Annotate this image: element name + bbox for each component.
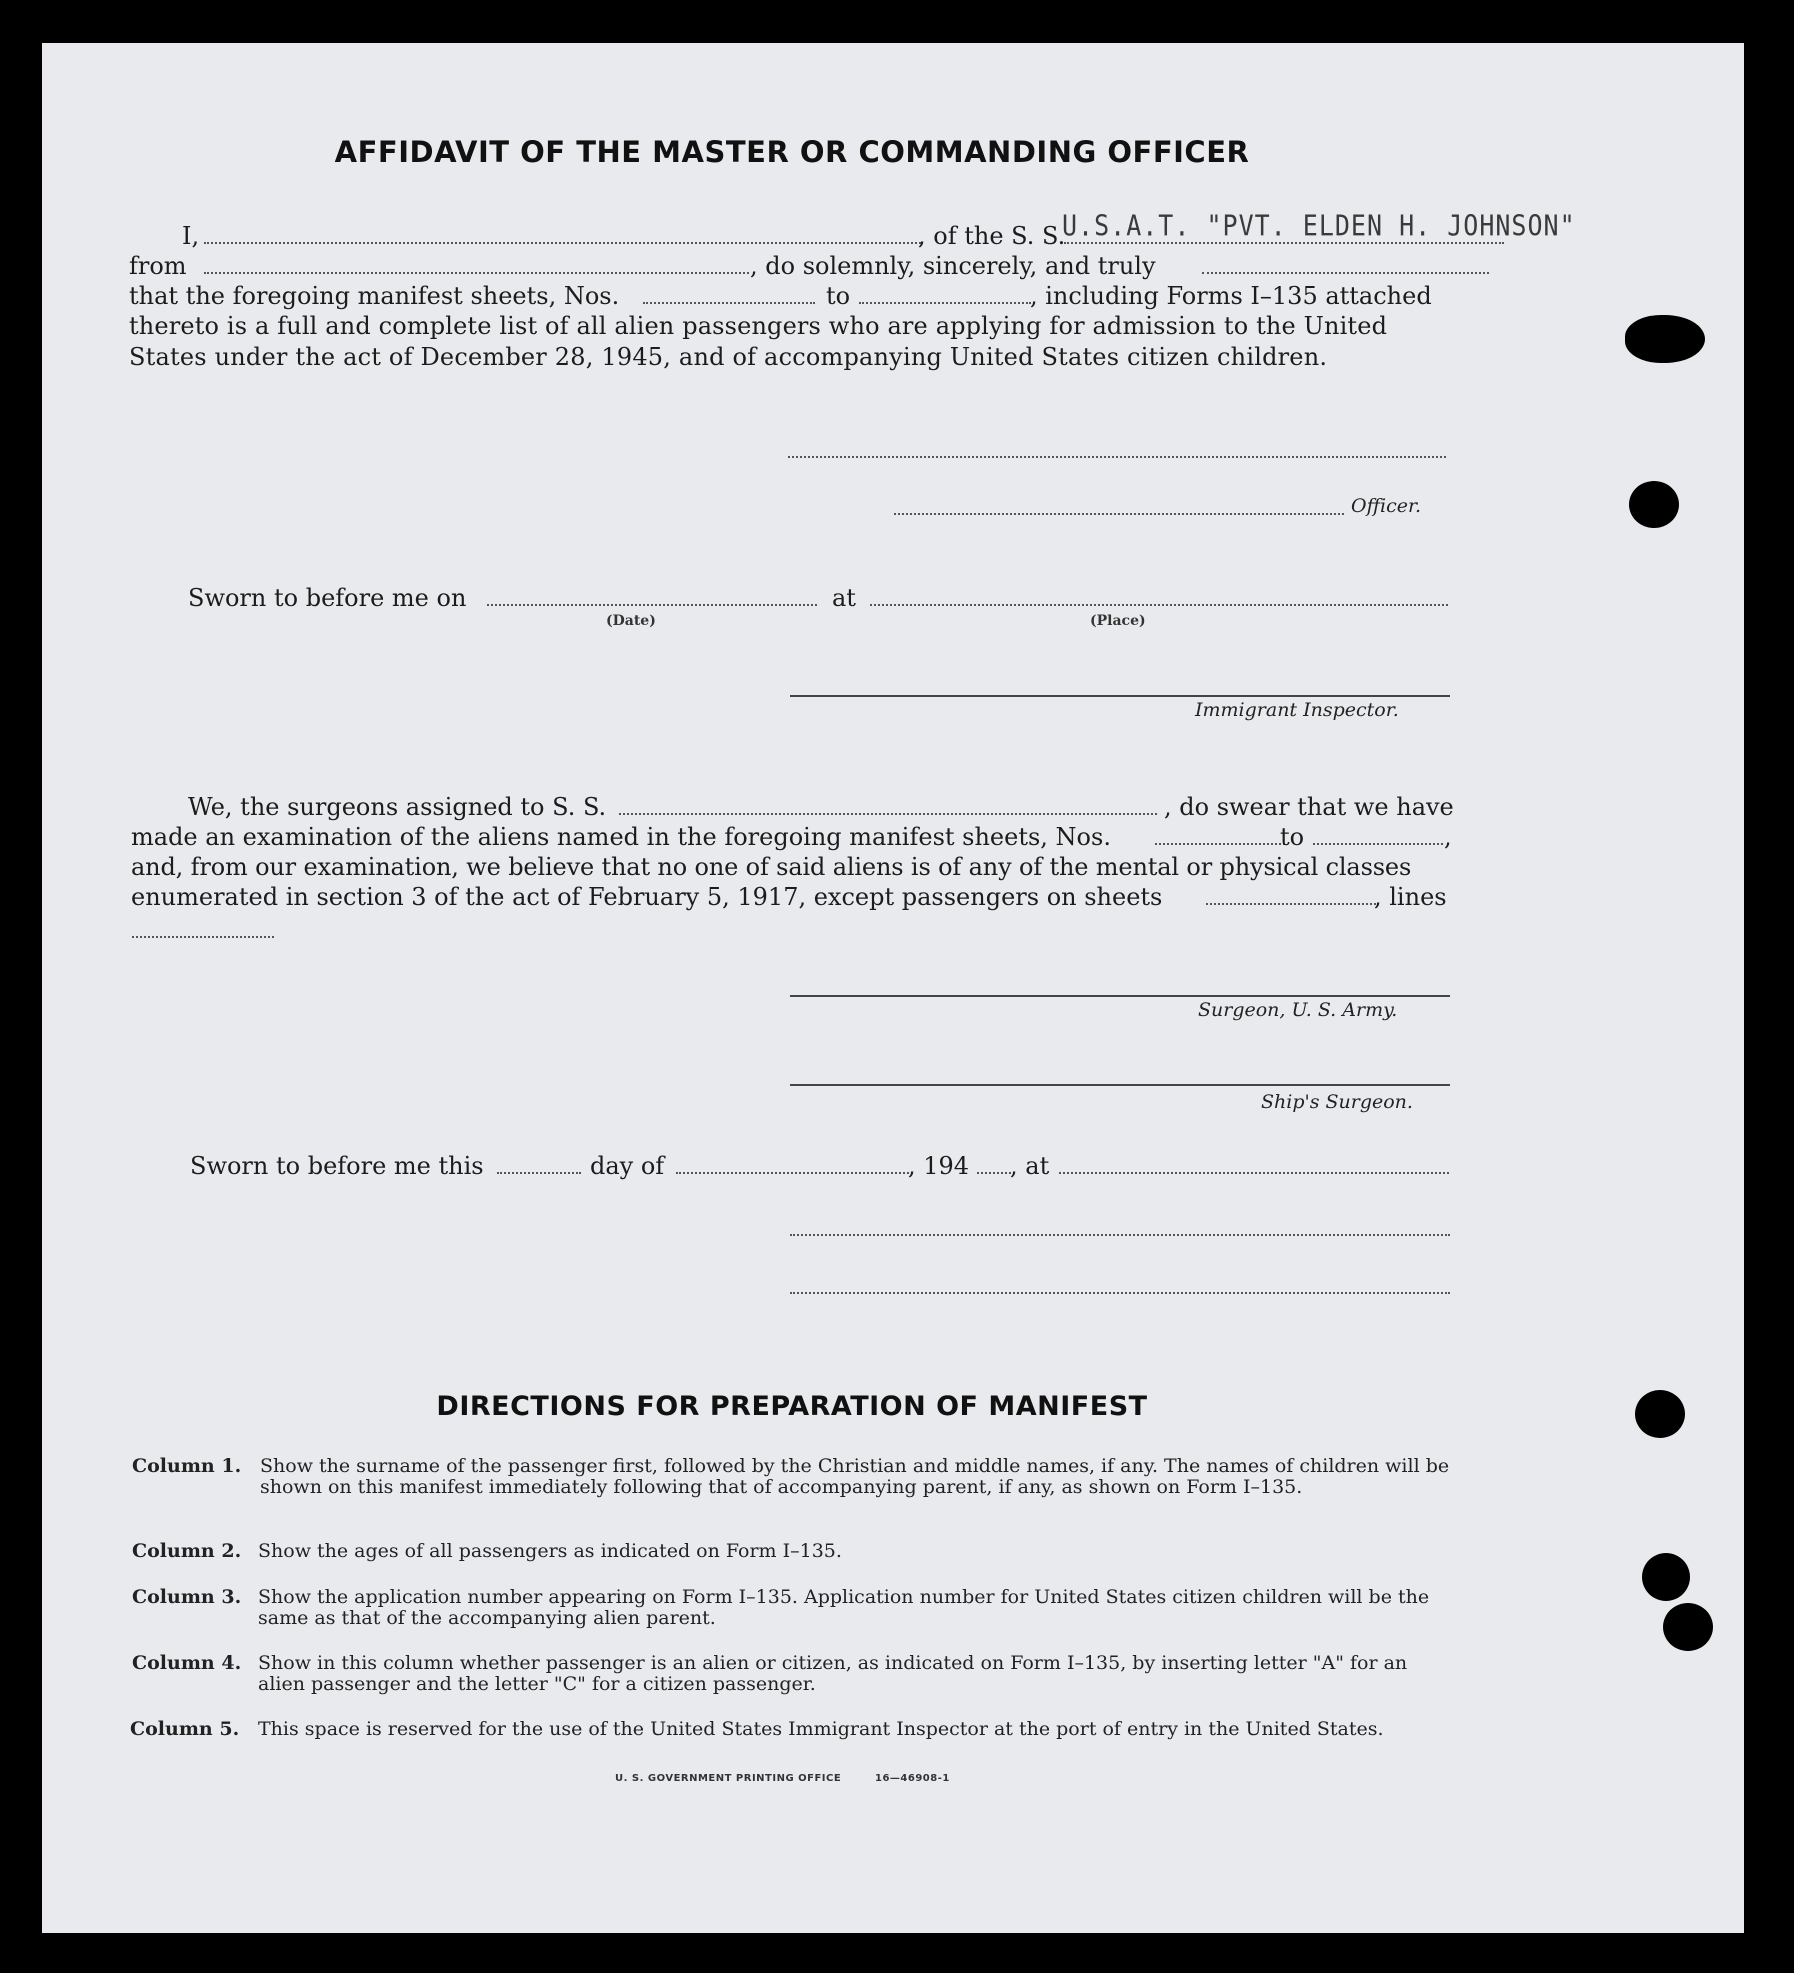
inspector-signature-line[interactable]	[790, 695, 1450, 697]
dir-col4-num: Column 4.	[132, 1652, 242, 1674]
line4: thereto is a full and complete list of all alien passengers who are applying for admission to the United	[129, 312, 1388, 340]
dir-col5-num: Column 5.	[130, 1718, 240, 1740]
from-field[interactable]	[204, 272, 749, 274]
punch-hole	[1642, 1553, 1690, 1601]
line1-of: , of the S. S.	[918, 222, 1066, 250]
surgeons-line1: We, the surgeons assigned to S. S.	[188, 793, 607, 821]
directions-title: DIRECTIONS FOR PREPARATION OF MANIFEST	[436, 1391, 1148, 1422]
surgeons-line4: enumerated in section 3 of the act of February 5, 1917, except passengers on sheets	[131, 883, 1163, 911]
ship-surgeon-signature-line[interactable]	[790, 1084, 1450, 1086]
date-label: (Date)	[606, 613, 656, 629]
dir-col3-num: Column 3.	[132, 1586, 242, 1608]
sheets-from-field[interactable]	[643, 302, 815, 304]
surgeons-line1-end: , do swear that we have	[1164, 793, 1454, 821]
punch-hole	[1663, 1603, 1713, 1651]
surgeons-line2-to: to	[1280, 823, 1305, 851]
sworn1-at: at	[832, 584, 856, 612]
line2-swear: , do solemnly, sincerely, and truly	[750, 252, 1156, 280]
inspector-label: Immigrant Inspector.	[1195, 699, 1399, 721]
form-code-footer: 16—46908-1	[875, 1773, 950, 1784]
punch-hole	[1629, 481, 1679, 528]
sworn2-day: day of	[590, 1152, 665, 1180]
army-surgeon-signature-line[interactable]	[790, 995, 1450, 997]
sworn2-place-field[interactable]	[1059, 1172, 1449, 1174]
sworn2-month-field[interactable]	[676, 1172, 909, 1174]
sworn2-year: , 194	[908, 1152, 970, 1180]
line3-that: that the foregoing manifest sheets, Nos.	[129, 282, 620, 310]
dir-col2-text: Show the ages of all passengers as indicated on Form I–135.	[258, 1540, 842, 1562]
dir-col4-text: Show in this column whether passenger is an alien or citizen, as indicated on Form I–135, by inserting letter "A" for an alien passenger and the letter "C" for a citizen passenger.	[258, 1652, 1408, 1695]
officer-signature-line-2[interactable]	[894, 513, 1344, 515]
dir-col1-num: Column 1.	[132, 1455, 242, 1477]
ship-surgeon-label: Ship's Surgeon.	[1261, 1091, 1413, 1113]
line1-i: I,	[182, 222, 200, 250]
sworn2-year-field[interactable]	[977, 1172, 1011, 1174]
line3-to: to	[826, 282, 851, 310]
place-label: (Place)	[1090, 613, 1146, 629]
dir-col5-text: This space is reserved for the use of the United States Immigrant Inspector at the port of entry in the United States.	[258, 1718, 1384, 1740]
dir-col2-num: Column 2.	[132, 1540, 242, 1562]
affidavit-title: AFFIDAVIT OF THE MASTER OR COMMANDING OFFICER	[334, 135, 1250, 169]
punch-hole	[1635, 1390, 1685, 1438]
sworn2-text: Sworn to before me this	[190, 1152, 484, 1180]
surgeons-sheets-from[interactable]	[1155, 843, 1285, 845]
lines-field[interactable]	[132, 936, 274, 938]
sworn1-text: Sworn to before me on	[188, 584, 467, 612]
army-surgeon-label: Surgeon, U. S. Army.	[1198, 999, 1398, 1021]
name-field[interactable]	[204, 242, 921, 244]
line5: States under the act of December 28, 1945, and of accompanying United States citizen children.	[129, 343, 1328, 371]
surgeons-sheets-to[interactable]	[1313, 843, 1443, 845]
form-sheet	[42, 43, 1744, 1933]
surgeons-ship-field[interactable]	[619, 813, 1157, 815]
officer-label: Officer.	[1351, 495, 1422, 517]
sworn2-day-field[interactable]	[497, 1172, 581, 1174]
punch-hole	[1625, 315, 1705, 363]
surgeons-line3: and, from our examination, we believe that no one of said aliens is of any of the mental or physical classes	[131, 853, 1412, 881]
surgeons-line4-end: , lines	[1374, 883, 1447, 911]
dir-col3-text: Show the application number appearing on Form I–135. Application number for United States citizen children will be the same as that of the accompanying alien parent.	[258, 1586, 1430, 1629]
sworn-date-field[interactable]	[487, 604, 817, 606]
ship-name-stamp: U.S.A.T. "PVT. ELDEN H. JOHNSON"	[1062, 208, 1576, 243]
officer-signature-line-1[interactable]	[788, 456, 1446, 458]
ship-field[interactable]	[1064, 242, 1504, 244]
sworn2-signature-line-2[interactable]	[790, 1292, 1450, 1294]
printer-footer: U. S. GOVERNMENT PRINTING OFFICE	[615, 1773, 842, 1784]
swear-field[interactable]	[1202, 272, 1489, 274]
sworn-place-field[interactable]	[870, 604, 1448, 606]
except-sheets-field[interactable]	[1206, 903, 1376, 905]
line3-incl: , including Forms I–135 attached	[1030, 282, 1432, 310]
dir-col1-text: Show the surname of the passenger first, followed by the Christian and middle names, if any. The names of children will be shown on this manifest immediately following that of accompanying parent, if any, as shown on Form I–135.	[260, 1455, 1450, 1498]
line2-from: from	[129, 252, 187, 280]
sheets-to-field[interactable]	[859, 302, 1031, 304]
sworn2-at: , at	[1010, 1152, 1050, 1180]
surgeons-line2-end: ,	[1444, 823, 1452, 851]
sworn2-signature-line-1[interactable]	[790, 1234, 1450, 1236]
surgeons-line2: made an examination of the aliens named in the foregoing manifest sheets, Nos.	[131, 823, 1111, 851]
